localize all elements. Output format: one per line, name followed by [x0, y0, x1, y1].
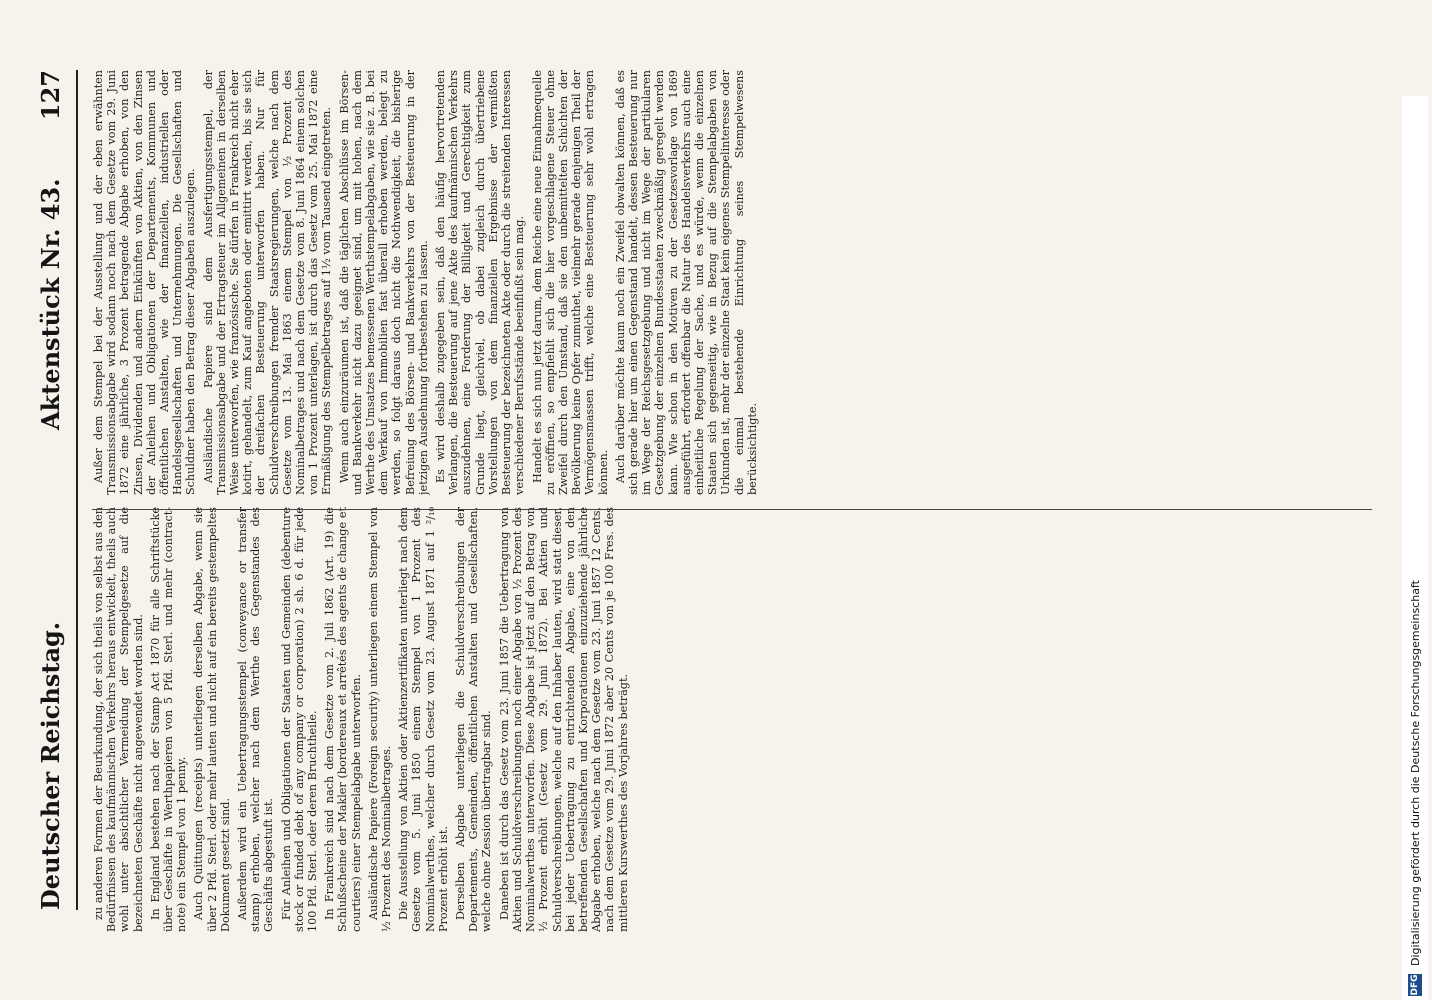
paragraph: Außerdem wird ein Uebertragungsstempel (conveyance or transfer stamp) erhoben, welcher nach dem Werthe des Gegenstandes des Geschäfts abgestuft ist.: [236, 507, 276, 932]
paragraph: zu anderen Formen der Beurkundung, der sich theils von selbst aus den Bedürfnissen des kaufmännischen Verkehrs heraus entwickelt, theils auch wohl unter absichtlicher Vermeidung der Stempelgesetze auf die bezeichneten Geschäfte nicht angewendet worden sind.: [92, 507, 145, 932]
paragraph: Außer dem Stempel bei der Ausstellung und der eben erwähnten Transmissionsabgabe wird sodann noch nach dem Gesetze vom 29. Juni 1872 eine jährliche, 3 Prozent betragende Abgabe erhoben, von den Zinsen, Dividenden und andern Einkünften von Aktien, von den Zinsen der Anleihen und Obligationen der Departements, Kommunen und öffentlichen Anstalten, wie der finanziellen, industriellen oder Handelsgesellschaften und Unternehmungen. Die Gesellschaften und Schuldner haben den Betrag dieser Abgaben auszulegen.: [92, 70, 198, 495]
page-number: 127: [36, 70, 65, 121]
header-rule: [76, 70, 78, 910]
dfg-logo: DFG: [1410, 974, 1420, 996]
header-center: Aktenstück Nr. 43.: [36, 178, 65, 430]
header-left: Deutscher Reichstag.: [36, 621, 65, 910]
paragraph: Wenn auch einzuräumen ist, daß die täglichen Abschlüsse im Börsen- und Bankverkehr nicht dazu geeignet sind, um mit hohen, nach dem Werthe des Umsatzes bemessenen Werthstempelabgaben, wie sie z. B. bei dem Verkauf von Immobilien fast überall erhoben werden, belegt zu werden, so folgt daraus doch nicht die Nothwendigkeit, die bisherige Befreiung des Börsen- und Bankverkehrs von der Besteuerung in der jetzigen Ausdehnung fortbestehen zu lassen.: [337, 70, 430, 495]
paragraph: Ausländische Papiere sind dem Ausfertigungsstempel, der Transmissionsabgabe und der Ertragsteuer im Allgemeinen in derselben Weise unterworfen, wie französische. Sie dürfen in Frankreich nicht eher kotirt, gehandelt, zum Kauf angeboten oder emittirt werden, bis sie sich der dreifachen Besteuerung unterworfen haben. Nur für Schuldverschreibungen fremder Staatsregierungen, welche nach dem Gesetze vom 13. Mai 1863 einem Stempel von ½ Prozent des Nominalbetrages und nach dem Gesetze vom 8. Juni 1864 einem solchen von 1 Prozent unterlagen, ist durch das Gesetz vom 25. Mai 1872 eine Ermäßigung des Stempelbetrages auf 1½ vom Tausend eingetreten.: [201, 70, 334, 495]
paragraph: In Frankreich sind nach dem Gesetze vom 2. Juli 1862 (Art. 19) die Schlußscheine der Makler (bordereaux et arrêtés des agents de change et courtiers) einer Stempelabgabe unterworfen.: [323, 507, 363, 932]
paragraph: Derselben Abgabe unterliegen die Schuldverschreibungen der Departements, Gemeinden, öffentlichen Anstalten und Gesellschaften, welche ohne Zession übertragbar sind.: [454, 507, 494, 932]
paragraph: Ausländische Papiere (Foreign security) unterliegen einem Stempel von ½ Prozent des Nominalbetrages.: [366, 507, 394, 932]
paragraph: Für Anleihen und Obligationen der Staaten und Gemeinden (debenture stock or funded debt of any company or corporation) 2 sh. 6 d. für jede 100 Pfd. Sterl. oder deren Bruchtheile.: [279, 507, 320, 932]
text-column-left: [92, 507, 1372, 932]
paragraph: Handelt es sich nun jetzt darum, dem Reiche eine neue Einnahmequelle zu eröffnen, so empfiehlt sich die hier vorgeschlagene Steuer ohne Zweifel durch den Umstand, daß sie den unbemittelten Schichten der Bevölkerung keine Opfer zumuthet, vielmehr gerade denjenigen Theil der Vermögensmassen trifft, welche eine Besteuerung sehr wohl ertragen können.: [530, 70, 610, 495]
paragraph: In England bestehen nach der Stamp Act 1870 für alle Schriftstücke über Geschäfte in Werthpapieren von 5 Pfd. Sterl. und mehr (contract-note) ein Stempel von 1 penny.: [148, 507, 189, 932]
paragraph: Die Ausstellung von Aktien oder Aktienzertifikaten unterliegt nach dem Gesetze vom 5. Juni 1850 einem Stempel von 1 Prozent des Nominalwerthes, welcher durch Gesetz vom 23. August 1871 auf 1 ²/₁₀ Prozent erhöht ist.: [397, 507, 450, 932]
credit-text: Digitalisierung gefördert durch die Deutsche Forschungsgemeinschaft: [1408, 580, 1422, 966]
text-column-right: [92, 70, 1372, 495]
paragraph: Auch Quittungen (receipts) unterliegen derselben Abgabe, wenn sie über 2 Pfd. Sterl. oder mehr lauten und nicht auf ein bereits gestempeltes Dokument gesetzt sind.: [192, 507, 232, 932]
paragraph: Auch darüber möchte kaum noch ein Zweifel obwalten können, daß es sich gerade hier um einen Gegenstand handelt, dessen Besteuerung nur im Wege der Reichsgesetzgebung und nicht im Wege der partikularen Gesetzgebung der einzelnen Bundesstaaten zweckmäßig geregelt werden kann. Wie schon in den Motiven zu der Gesetzesvorlage von 1869 ausgeführt, erfordert offenbar die Natur des Handelsverkehrs auch eine einheitliche Regelung der Sache, und es würde, wenn die einzelnen Staaten sich gegenseitig, wie in Bezug auf die Stempelabgaben von Urkunden ist, mehr der einzelne Staat kein eigenes Stempelinteresse oder die einmal bestehende Einrichtung seines Stempelwesens berücksichtigte.: [613, 70, 759, 495]
digitization-credit: [1402, 96, 1428, 1000]
column-divider: [92, 509, 1372, 510]
paragraph: Daneben ist durch das Gesetz vom 23. Juni 1857 die Uebertragung von Aktien und Schuldverschreibungen noch einer Abgabe von ½ Prozent des Nominalwerthes unterworfen. Diese Abgabe ist jetzt auf den Betrag von ½ Prozent erhöht (Gesetz vom 29. Juni 1872). Bei Aktien und Schuldverschreibungen, welche auf den Inhaber lauten, wird statt dieser, bei jeder Uebertragung zu entrichtenden Abgabe, eine von den betreffenden Gesellschaften und Korporationen einzuziehende jährliche Abgabe erhoben, welche nach dem Gesetze vom 23. Juni 1857 12 Cents, nach dem Gesetze vom 29. Juni 1872 aber 20 Cents von je 100 Fres. des mittleren Kurswerthes des Vorjahres beträgt.: [497, 507, 630, 932]
paragraph: Es wird deshalb zugegeben sein, daß den häufig hervortretenden Verlangen, die Besteuerung auf jene Akte des kaufmännischen Verkehrs auszudehnen, eine Forderung der Billigkeit und Gerechtigkeit zum Grunde liegt, gleichviel, ob dabei zugleich durch übertriebene Vorstellungen von dem finanziellen Ergebnisse der vermißten Besteuerung der bezeichneten Akte oder durch die streitenden Interessen verschiedener Berufsstände beeinflußt sein mag.: [434, 70, 527, 495]
running-header: [36, 70, 76, 910]
